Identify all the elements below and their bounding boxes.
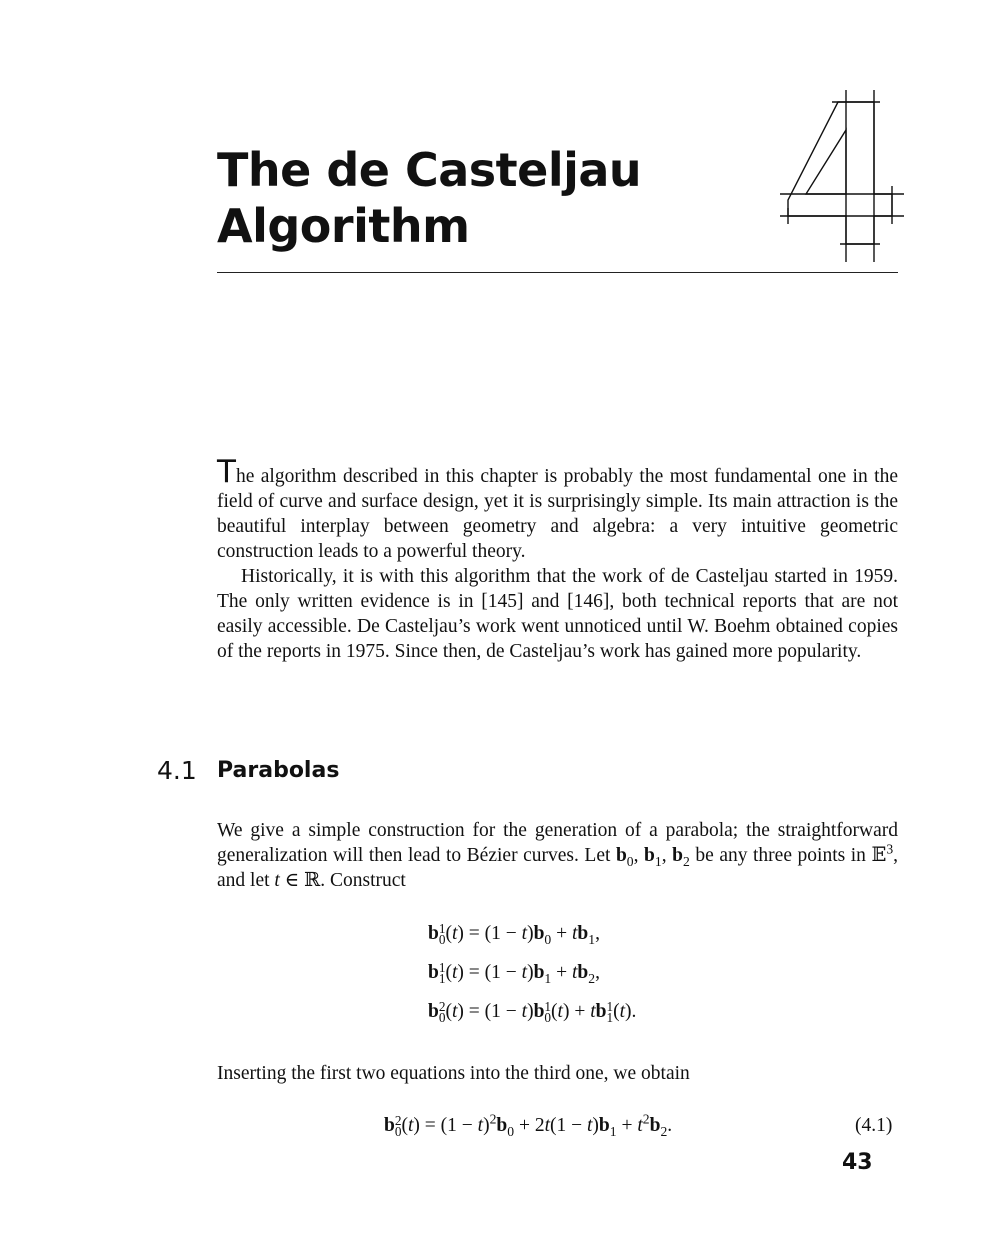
chapter-number: 4	[780, 77, 788, 94]
intro-paragraph-1: The algorithm described in this chapter is probably the most fundamental one in the field of curve and surface design, yet it is surprisingly simple. Its main attraction is the beautiful interplay between geometry and algebra: a very intuitive geometric construction leads to a powerful theory.	[217, 454, 898, 562]
equation-b10: b 1 0 $(t) = (1 - t)b_0 + tb_1$,	[428, 921, 600, 947]
chapter-title-line2: Algorithm	[217, 199, 470, 253]
parabola-paragraph-1: We give a simple construction for the generation of a parabola; the straightforward generalization will then lead to Bézier curves. Let $b_0$, $b_1$, $b_2$ be any three points in 𝔼$^3$, and let t ∈ ℝ. Construct	[217, 820, 899, 891]
section-title: Parabolas	[217, 758, 340, 783]
intro-paragraph-2: Historically, it is with this algorithm that the work of de Casteljau started in 1959. The only written evidence is in [145] and [146], both technical reports that are not easily accessible. De Casteljau’s work went unnoticed until W. Boehm obtained copies of the reports in 1975. Since then, de Casteljau’s work has gained more popularity.	[217, 566, 898, 662]
title-rule	[217, 272, 898, 273]
parabola-paragraph-2: Inserting the first two equations into the third one, we obtain	[217, 1063, 690, 1084]
chapter-title	[217, 142, 737, 254]
drop-cap: T	[217, 454, 236, 490]
intro-text	[217, 454, 898, 664]
equation-number: (4.1)	[855, 1115, 893, 1136]
equation-b11: b 1 1 $(t) = (1 - t)b_1 + tb_2$,	[428, 960, 600, 986]
section-number: 4.1	[157, 756, 197, 785]
chapter-title-line1: The de Casteljau	[217, 143, 642, 197]
equation-b20: b 2 0 (t) = (1 − t)b 1 0 (t) + tb 1 1 (t).	[428, 999, 637, 1025]
page-number: 43	[842, 1150, 873, 1175]
equation-4-1: b 2 0 $(t) = (1 - t)^2b_0 + 2t(1 - t)b_1 + t^2b_2$.	[384, 1111, 673, 1139]
chapter-number-graphic	[780, 77, 904, 262]
